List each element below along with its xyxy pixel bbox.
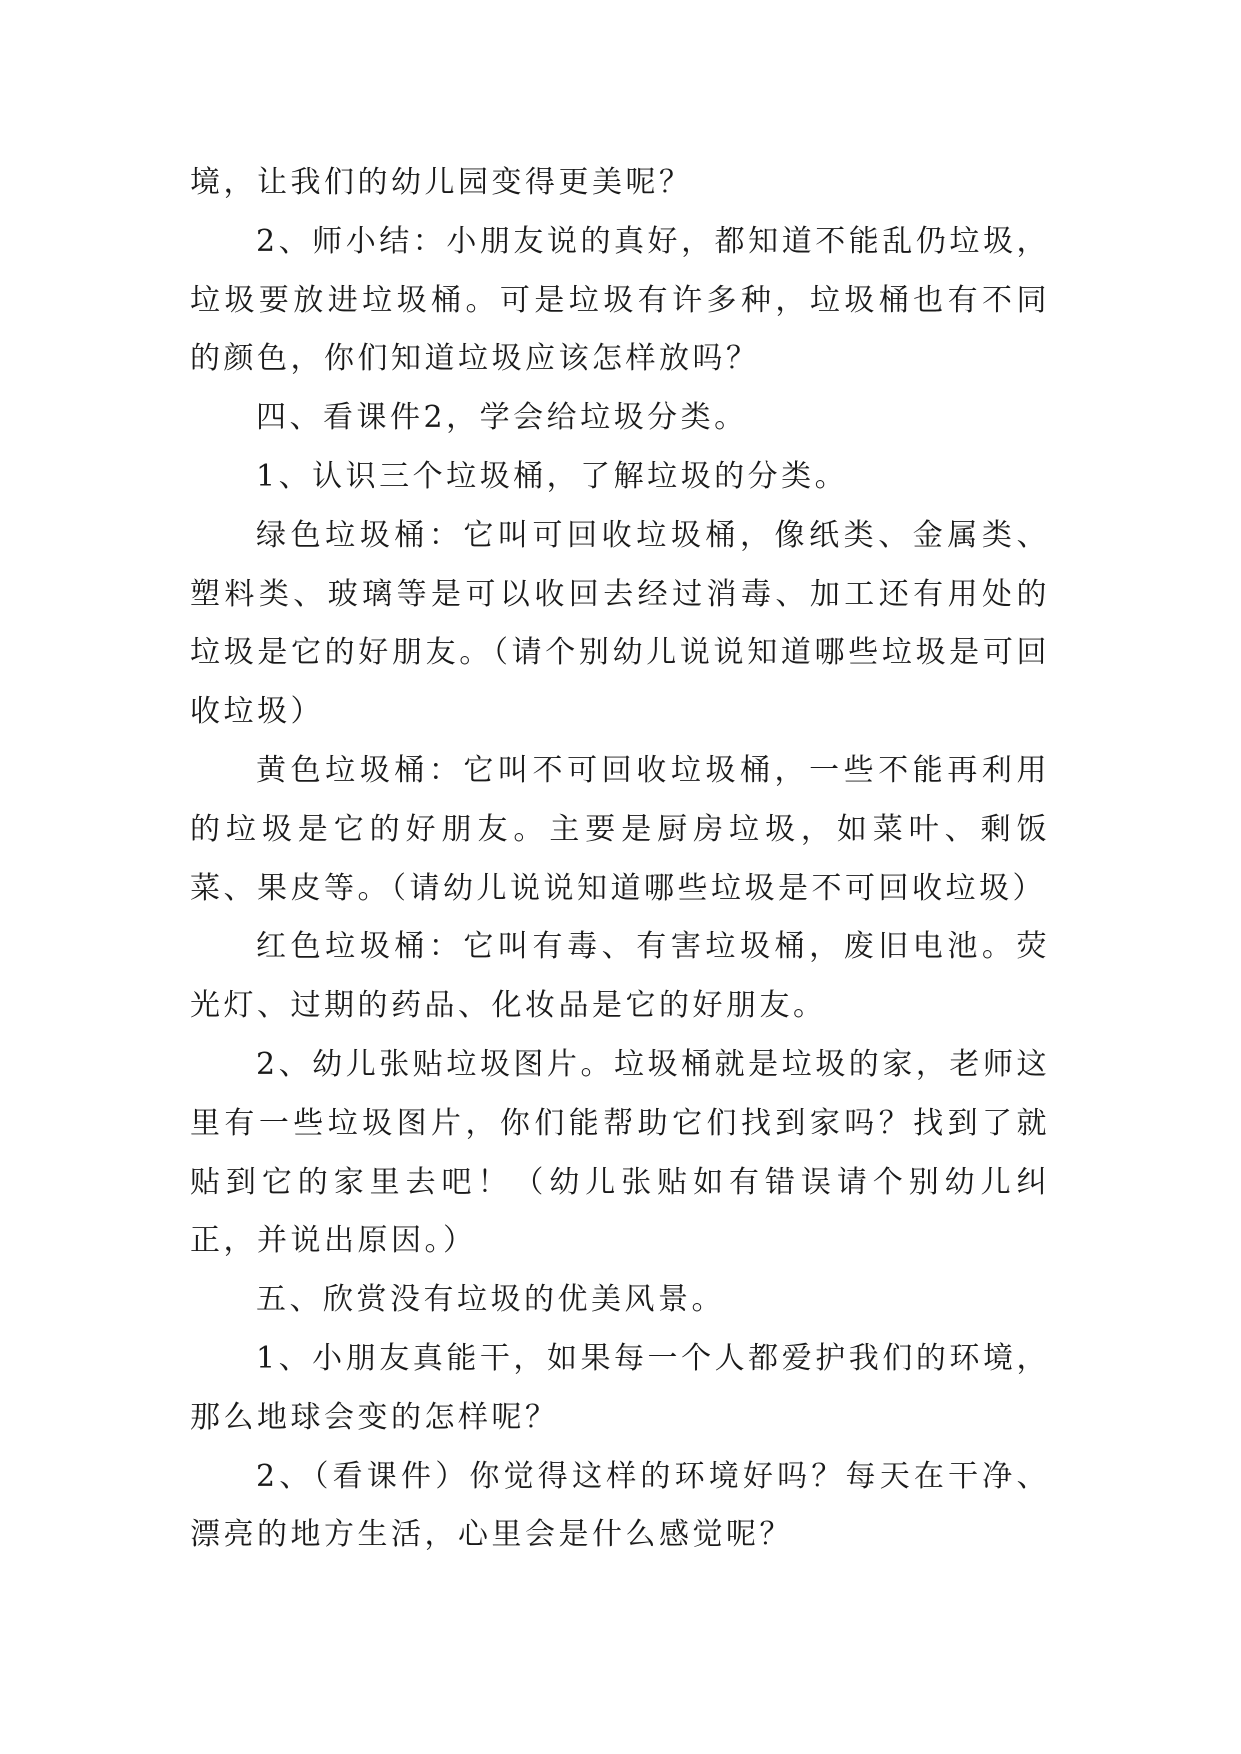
paragraph: 2、（看课件）你觉得这样的环境好吗？每天在干净、漂亮的地方生活，心里会是什么感觉呢？ (190, 1458, 1050, 1553)
paragraph: 1、小朋友真能干，如果每一个人都爱护我们的环境，那么地球会变的怎样呢？ (190, 1340, 1050, 1435)
section-heading: 四、看课件2，学会给垃圾分类。 (256, 400, 748, 436)
paragraph: 红色垃圾桶：它叫有毒、有害垃圾桶，废旧电池。荧光灯、过期的药品、化妆品是它的好朋友。 (190, 929, 1050, 1024)
section-heading: 五、欣赏没有垃圾的优美风景。 (256, 1282, 725, 1318)
paragraph: 2、幼儿张贴垃圾图片。垃圾桶就是垃圾的家，老师这里有一些垃圾图片，你们能帮助它们找到家吗？找到了就贴到它的家里去吧！（幼儿张贴如有错误请个别幼儿纠正，并说出原因。） (190, 1046, 1050, 1259)
paragraph: 2、师小结：小朋友说的真好，都知道不能乱仍垃圾，垃圾要放进垃圾桶。可是垃圾有许多种，垃圾桶也有不同的颜色，你们知道垃圾应该怎样放吗？ (190, 223, 1050, 377)
paragraph: 1、认识三个垃圾桶，了解垃圾的分类。 (256, 458, 849, 494)
paragraph: 境，让我们的幼儿园变得更美呢？ (190, 165, 693, 200)
paragraph: 绿色垃圾桶：它叫可回收垃圾桶，像纸类、金属类、塑料类、玻璃等是可以收回去经过消毒、加工还有用处的垃圾是它的好朋友。（请个别幼儿说说知道哪些垃圾是可回收垃圾） (190, 517, 1050, 730)
document-body (190, 154, 1050, 1565)
paragraph: 黄色垃圾桶：它叫不可回收垃圾桶，一些不能再利用的垃圾是它的好朋友。主要是厨房垃圾，如菜叶、剩饭菜、果皮等。（请幼儿说说知道哪些垃圾是不可回收垃圾） (190, 752, 1050, 906)
